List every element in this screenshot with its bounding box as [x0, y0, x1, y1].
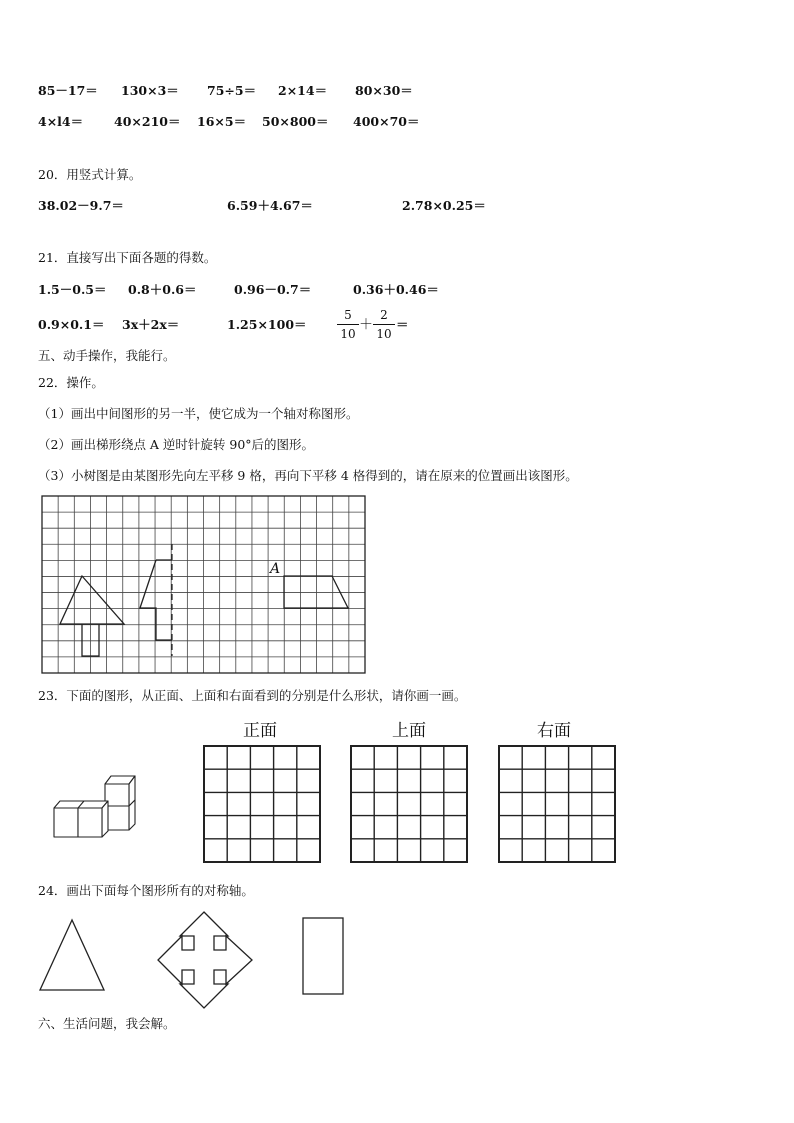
calc-item: 0.8＋0.6＝ — [128, 282, 197, 297]
four-arrow-figure — [158, 912, 252, 1008]
calc-item: 0.9×0.1＝ — [38, 317, 105, 332]
section-5-title: 五、动手操作，我能行。 — [38, 348, 176, 363]
calc-item: 38.02－9.7＝ — [38, 198, 124, 213]
question-21-title: 21．直接写出下面各题的得数。 — [38, 250, 217, 265]
equals-sign: ＝ — [396, 317, 409, 332]
calc-item: 6.59＋4.67＝ — [227, 198, 313, 213]
calc-item: 3x＋2x＝ — [122, 317, 180, 332]
question-24-title: 24．画出下面每个图形所有的对称轴。 — [38, 883, 254, 898]
plus-sign: ＋ — [359, 317, 373, 333]
calc-item: 400×70＝ — [353, 114, 420, 129]
calc-item: 130×3＝ — [121, 83, 179, 98]
numerator: 2 — [380, 308, 388, 322]
section-6-title: 六、生活问题，我会解。 — [38, 1016, 176, 1031]
view-label-front: 正面 — [243, 721, 277, 741]
calc-item: 4×l4＝ — [38, 114, 84, 129]
calc-item: 80×30＝ — [355, 83, 413, 98]
question-22-item-3: （3）小树图是由某图形先向左平移 9 格，再向下平移 4 格得到的，请在原来的位置画出该图形。 — [38, 468, 578, 483]
point-a-label: A — [270, 561, 281, 577]
calc-item: 0.36＋0.46＝ — [353, 282, 439, 297]
denominator: 10 — [376, 327, 392, 341]
calc-item: 0.96－0.7＝ — [234, 282, 312, 297]
calc-item: 85－17＝ — [38, 83, 98, 98]
calc-item: 50×800＝ — [262, 114, 329, 129]
calc-item: 2×14＝ — [278, 83, 328, 98]
rectangle-figure — [303, 918, 343, 994]
question-23-title: 23．下面的图形，从正面、上面和右面看到的分别是什么形状，请你画一画。 — [38, 688, 467, 703]
numerator: 5 — [344, 308, 352, 322]
calc-item: 1.5－0.5＝ — [38, 282, 107, 297]
question-22-item-1: （1）画出中间图形的另一半，使它成为一个轴对称图形。 — [38, 406, 359, 421]
question-22-title: 22．操作。 — [38, 375, 104, 390]
question-22-item-2: （2）画出梯形绕点 A 逆时针旋转 90°后的图形。 — [38, 437, 315, 452]
calc-item: 75÷5＝ — [207, 83, 257, 98]
view-label-right: 右面 — [537, 721, 571, 741]
calc-item: 16×5＝ — [197, 114, 247, 129]
calc-item: 1.25×100＝ — [227, 317, 307, 332]
question-20-title: 20．用竖式计算。 — [38, 167, 142, 182]
view-label-top: 上面 — [392, 721, 426, 741]
calc-item: 40×210＝ — [114, 114, 181, 129]
triangle-figure — [40, 920, 104, 990]
denominator: 10 — [340, 327, 356, 341]
calc-item: 2.78×0.25＝ — [402, 198, 486, 213]
